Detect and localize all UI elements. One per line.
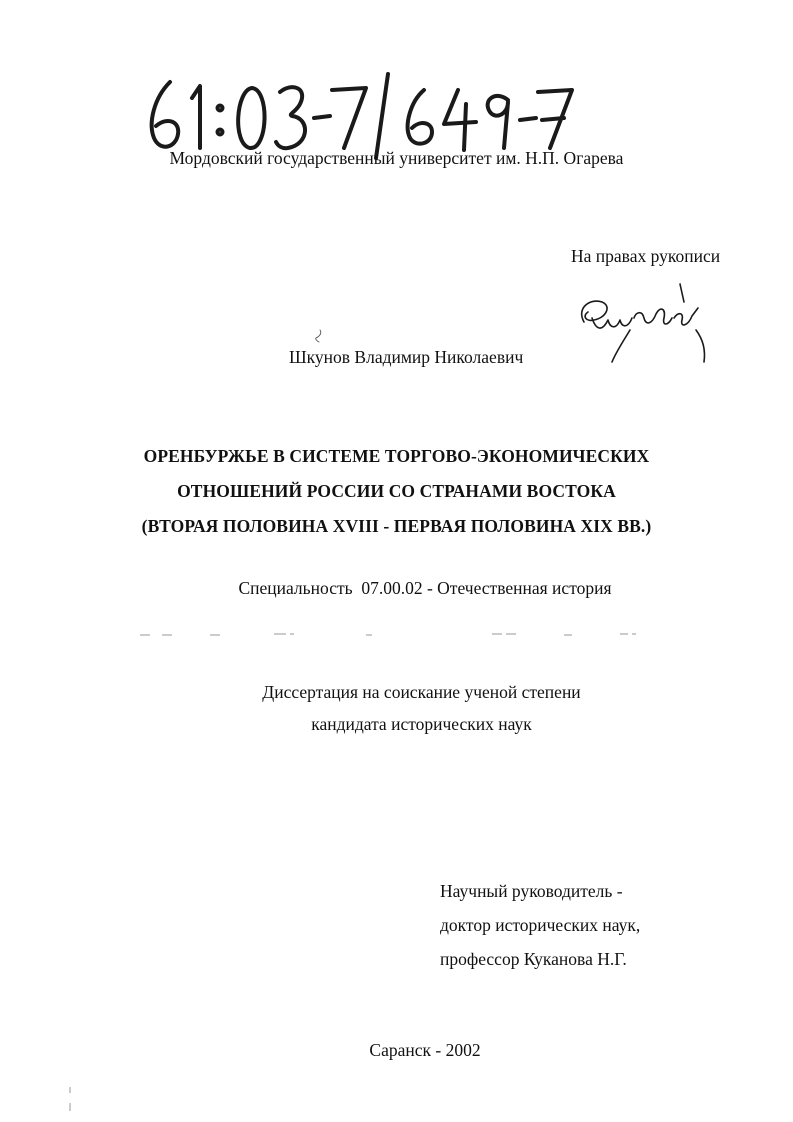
advisor-line-3: профессор Куканова Н.Г. [440, 949, 627, 969]
title-line-2: ОТНОШЕНИЙ РОССИИ СО СТРАНАМИ ВОСТОКА [177, 481, 616, 501]
handwritten-archive-code [140, 68, 580, 160]
dissertation-title [0, 439, 793, 544]
author-name: Шкунов Владимир Николаевич [289, 347, 524, 367]
scientific-advisor [440, 874, 640, 976]
signature-drawing [572, 278, 722, 364]
scan-edge-mark [68, 1085, 72, 1113]
specialty-line [0, 578, 793, 599]
advisor-line-2: доктор исторических наук, [440, 915, 641, 935]
specialty-name: - Отечественная история [426, 578, 612, 598]
city-year: Саранск - 2002 [369, 1040, 481, 1060]
degree-statement [0, 676, 793, 740]
handwritten-code-drawing [140, 68, 580, 160]
title-line-1: ОРЕНБУРЖЬЕ В СИСТЕМЕ ТОРГОВО-ЭКОНОМИЧЕСКИХ [143, 446, 650, 466]
degree-line-1: Диссертация на соискание ученой степени [262, 682, 581, 702]
university-name: Мордовский государственный университет им. Н.П. Огарева [169, 148, 624, 168]
title-line-3: (ВТОРАЯ ПОЛОВИНА XVIII - ПЕРВАЯ ПОЛОВИНА XIX ВВ.) [141, 516, 652, 536]
pen-mark-icon [312, 329, 324, 343]
degree-line-2: кандидата исторических наук [311, 714, 532, 734]
handwritten-signature-icon [572, 278, 722, 364]
specialty-code: 07.00.02 [361, 578, 423, 598]
advisor-line-1: Научный руководитель - [440, 881, 623, 901]
scan-artifact-dashes [140, 627, 640, 637]
specialty-label: Специальность [238, 578, 353, 598]
rights-note: На правах рукописи [571, 246, 721, 266]
